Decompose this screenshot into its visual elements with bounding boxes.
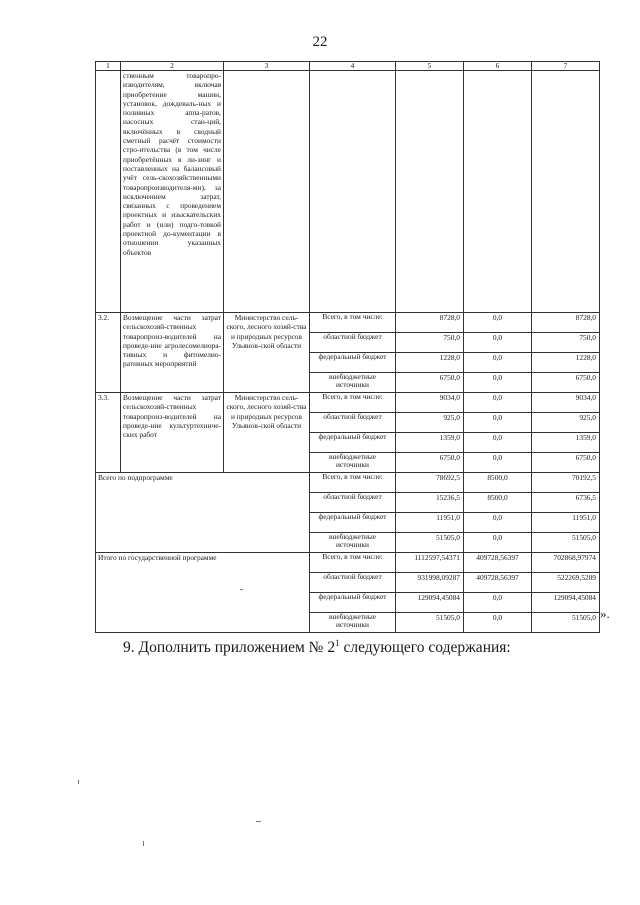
- value-total: 9034,0: [396, 393, 464, 413]
- funding-source: федеральный бюджет: [310, 433, 396, 453]
- continued-measure-name: ственным товаропро-изводителям, включая приобретение машин, установок, дождеваль-ных и поливных аппа-ратов, насосных стан-ций, включённых в сводный сметный расчёт стоимости стро-ительства (в том числе приобретённых в ли-зинг и поставленных на балансовый учёт сель-скохозяйственными товаропроизводителя-ми), за исключением затрат, связанных с проведением проектных и изыскательских работ и (или) подго-товкой проектной до-кументации в отношении указанных объектов: [121, 71, 224, 313]
- funding-source: федеральный бюджет: [310, 353, 396, 373]
- funding-source: областной бюджет: [310, 573, 396, 593]
- value-col-6: 0,0: [464, 533, 532, 553]
- value-col-6: 0,0: [464, 353, 532, 373]
- value-total: 1359,0: [396, 433, 464, 453]
- scan-speck: [240, 589, 243, 590]
- paragraph-superscript: 1: [335, 638, 340, 648]
- value-total: 931998,09287: [396, 573, 464, 593]
- value-col-7: 9034,0: [532, 393, 600, 413]
- value-col-6: 8500,0: [464, 473, 532, 493]
- table-row: [96, 313, 600, 333]
- funding-source: внебюджетные источники: [310, 533, 396, 553]
- measure-number: 3.2.: [96, 313, 121, 393]
- col-header-7: 7: [532, 62, 600, 71]
- scan-speck: [78, 780, 79, 784]
- value-col-6: 0,0: [464, 393, 532, 413]
- value-col-6: 0,0: [464, 513, 532, 533]
- col-header-3: 3: [224, 62, 310, 71]
- value-total: 11951,0: [396, 513, 464, 533]
- paragraph-text: 9. Дополнить приложением № 2: [123, 639, 336, 657]
- value-col-6: 0,0: [464, 433, 532, 453]
- value-col-7: 129094,45084: [532, 593, 600, 613]
- value-col-6: 0,0: [464, 613, 532, 633]
- value-total: 750,0: [396, 333, 464, 353]
- value-col-6: 8500,0: [464, 493, 532, 513]
- value-col-7: 6750,0: [532, 373, 600, 393]
- funding-source: Всего, в том числе:: [310, 393, 396, 413]
- value-col-7: 8728,0: [532, 313, 600, 333]
- value-col-7: 51505,0: [532, 533, 600, 553]
- value-col-7: 1359,0: [532, 433, 600, 453]
- funding-source: Всего, в том числе:: [310, 473, 396, 493]
- value-total: 15236,5: [396, 493, 464, 513]
- value-col-7: 925,0: [532, 413, 600, 433]
- col-header-6: 6: [464, 62, 532, 71]
- funding-source: Всего, в том числе:: [310, 553, 396, 573]
- value-col-6: 0,0: [464, 333, 532, 353]
- column-number-row: [96, 62, 600, 71]
- value-total: 51505,0: [396, 533, 464, 553]
- executor: Министерство сель-ского, лесного хозяй-ства и природных ресурсов Ульянов-ской области: [224, 313, 310, 393]
- col-header-2: 2: [121, 62, 224, 71]
- value-col-7: 11951,0: [532, 513, 600, 533]
- value-col-6: 0,0: [464, 593, 532, 613]
- funding-source: внебюджетные источники: [310, 373, 396, 393]
- value-total: 51505,0: [396, 613, 464, 633]
- value-col-6: 409728,56397: [464, 553, 532, 573]
- table-row: [96, 393, 600, 413]
- amendment-paragraph: [123, 638, 511, 657]
- executor: Министерство сель-ского, лесного хозяй-ства и природных ресурсов Ульянов-ской области: [224, 393, 310, 473]
- value-col-6: 0,0: [464, 413, 532, 433]
- value-total: 78692,5: [396, 473, 464, 493]
- table-row: [96, 473, 600, 493]
- value-col-7: 1228,0: [532, 353, 600, 373]
- funding-source: внебюджетные источники: [310, 453, 396, 473]
- financing-table: [95, 61, 600, 633]
- value-col-6: 0,0: [464, 313, 532, 333]
- subprogram-total-label: Всего по подпрограмме: [96, 473, 310, 553]
- col-header-5: 5: [396, 62, 464, 71]
- scan-speck: [256, 821, 261, 822]
- funding-source: федеральный бюджет: [310, 593, 396, 613]
- measure-number: 3.3.: [96, 393, 121, 473]
- value-total: 925,0: [396, 413, 464, 433]
- funding-source: областной бюджет: [310, 493, 396, 513]
- col-header-1: 1: [96, 62, 121, 71]
- value-total: 6750,0: [396, 453, 464, 473]
- value-col-7: 70192,5: [532, 473, 600, 493]
- page-number: 22: [312, 34, 328, 50]
- value-col-7: 6750,0: [532, 453, 600, 473]
- table-row: [96, 553, 600, 573]
- value-total: 1112597,54371: [396, 553, 464, 573]
- funding-source: областной бюджет: [310, 333, 396, 353]
- value-col-7: 702868,97974: [532, 553, 600, 573]
- measure-name: Возмещение части затрат сельскохозяй-ственных товаропроиз-водителей на проведе-ние агролесомелиора-тивных и фитомелио-ративных мероприятий: [121, 313, 224, 393]
- paragraph-tail: следующего содержания:: [339, 639, 511, 657]
- value-col-6: 0,0: [464, 453, 532, 473]
- value-total: 129094,45084: [396, 593, 464, 613]
- value-col-6: 409728,56397: [464, 573, 532, 593]
- value-col-7: 522269,5289: [532, 573, 600, 593]
- col-header-4: 4: [310, 62, 396, 71]
- program-total-label: Итого по государственной программе: [96, 553, 310, 633]
- continued-row: [96, 71, 600, 313]
- measure-name: Возмещение части затрат сельскохозяй-ственных товаропроиз-водителей на проведе-ние культуртехниче-ских работ: [121, 393, 224, 473]
- funding-source: внебюджетные источники: [310, 613, 396, 633]
- scan-speck: [143, 841, 144, 846]
- value-total: 1228,0: [396, 353, 464, 373]
- value-total: 8728,0: [396, 313, 464, 333]
- funding-source: федеральный бюджет: [310, 513, 396, 533]
- value-col-7: 750,0: [532, 333, 600, 353]
- closing-quote: ».: [600, 606, 610, 621]
- funding-source: Всего, в том числе:: [310, 313, 396, 333]
- value-col-6: 0,0: [464, 373, 532, 393]
- value-col-7: 6736,5: [532, 493, 600, 513]
- funding-source: областной бюджет: [310, 413, 396, 433]
- value-total: 6750,0: [396, 373, 464, 393]
- value-col-7: 51505,0: [532, 613, 600, 633]
